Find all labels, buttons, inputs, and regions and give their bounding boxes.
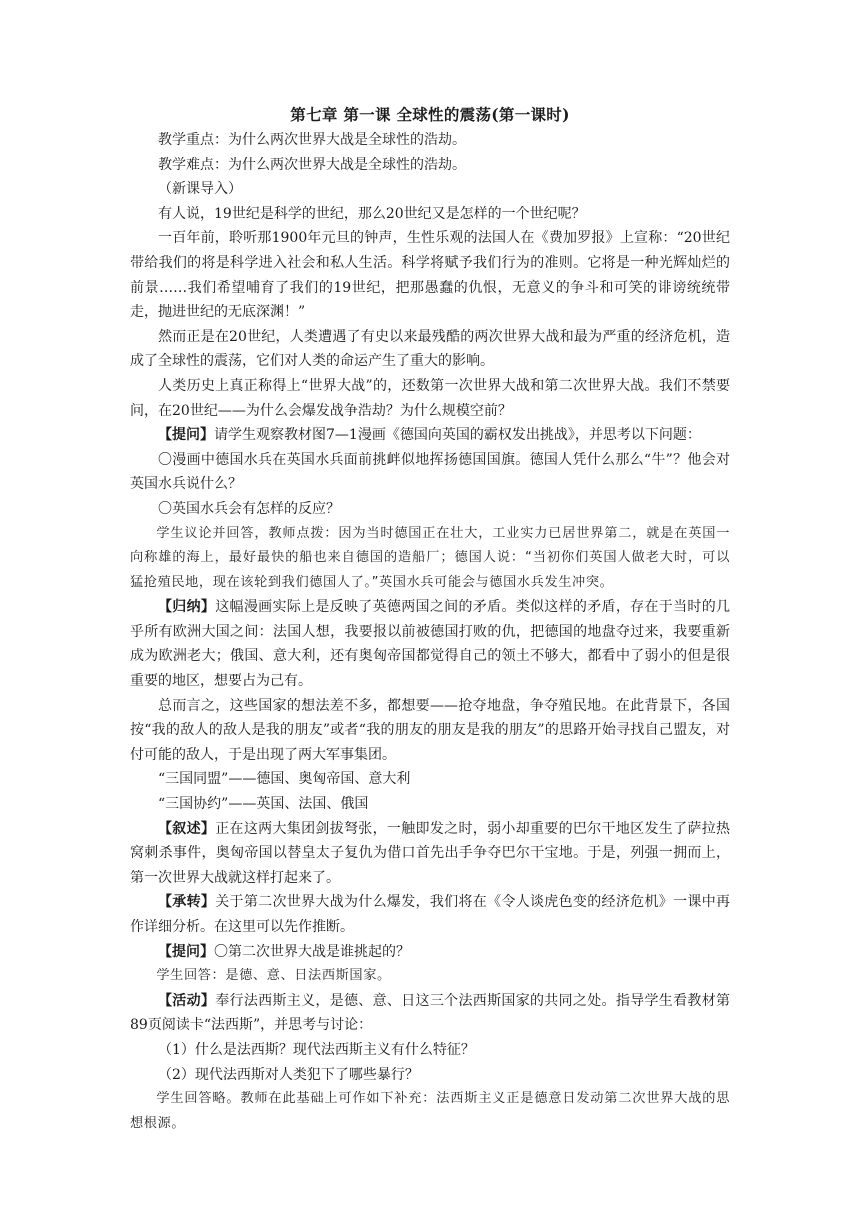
intro-label: （新课导入） (158, 181, 242, 198)
question-1-item-b: 〇英国水兵会有怎样的反应？ (158, 500, 340, 517)
teaching-difficulty: 教学难点：为什么两次世界大战是全球性的浩劫。 (158, 156, 466, 173)
question-2-paragraph (130, 940, 730, 965)
question-1-paragraph (130, 423, 730, 448)
narrate-tag: 【叙述】 (158, 820, 216, 837)
summary-text: 这幅漫画实际上是反映了英德两国之间的矛盾。类似这样的矛盾，存在于当时的几乎所有欧洲大国之间：法国人想，我要报以前被德国打败的仇，把德国的地盘夺过来，我要重新成为欧洲老大；俄国、意大利，还有奥匈帝国都觉得自己的领土不够大，都看中了弱小的但是很重要的地区，想要占为己有。 (130, 599, 731, 690)
activity-paragraph (130, 989, 730, 1038)
activity-question-2: （2）现代法西斯对人类犯下了哪些暴行？ (158, 1066, 419, 1083)
transition-text: 关于第二次世界大战为什么爆发，我们将在《令人谈虎色变的经济危机》一课中再作详细分析。在这里可以先作推断。 (130, 894, 731, 935)
student-answer-2: 学生回答：是德、意、日法西斯国家。 (156, 968, 391, 984)
student-answer-3: 学生回答略。教师在此基础上可作如下补充：法西斯主义正是德意日发动第二次世界大战的思想根源。 (130, 1091, 730, 1131)
question-2-text: 〇第二次世界大战是谁挑起的？ (214, 943, 410, 960)
narrate-paragraph (130, 817, 730, 891)
activity-tag: 【活动】 (158, 992, 216, 1009)
intro-paragraph-1: 有人说，19世纪是科学的世纪，那么20世纪又是怎样的一个世纪呢？ (158, 205, 586, 222)
intro-paragraph-4: 人类历史上真正称得上“世界大战”的，还数第一次世界大战和第二次世界大战。我们不禁要问，在20世纪——为什么会爆发战争浩劫？为什么规模空前？ (130, 377, 730, 419)
intro-paragraph-2: 一百年前，聆听那1900年元旦的钟声，生性乐观的法国人在《费加罗报》上宣称：“20世纪带给我们的将是科学进入社会和私人生活。科学将赋予我们行为的准则。它将是一种光辉灿烂的前景……我们希望哺育了我们的19世纪，把那愚蠢的仇恨，无意义的争斗和可笑的诽谤统统带走，抛进世纪的无底深渊！” (130, 230, 730, 321)
activity-question-1: （1）什么是法西斯？现代法西斯主义有什么特征？ (158, 1041, 475, 1058)
teaching-key-point: 教学重点：为什么两次世界大战是全球性的浩劫。 (158, 132, 466, 148)
student-answer-1: 学生议论并回答，教师点拨：因为当时德国正在壮大，工业实力已居世界第二，就是在英国一向称雄的海上，最好最快的船也来自德国的造船厂；德国人说：“当初你们英国人做老大时，可以猛抢殖民地，现在该轮到我们德国人了。”英国水兵可能会与德国水兵发生冲突。 (130, 525, 730, 590)
transition-paragraph (130, 890, 730, 939)
document-page (130, 104, 730, 1136)
question-1-item-a: 〇漫画中德国水兵在英国水兵面前挑衅似地挥扬德国国旗。德国人凭什么那么“牛”？他会对英国水兵说什么？ (130, 451, 730, 493)
intro-paragraph-3: 然而正是在20世纪，人类遭遇了有史以来最残酷的两次世界大战和最为严重的经济危机，造成了全球性的震荡，它们对人类的命运产生了重大的影响。 (130, 328, 730, 370)
question-tag: 【提问】 (158, 427, 214, 444)
summary-tag: 【归纳】 (158, 599, 216, 616)
activity-text: 奉行法西斯主义，是德、意、日这三个法西斯国家的共同之处。指导学生看教材第89页阅读卡“法西斯”，并思考与讨论： (130, 992, 731, 1034)
question-1-text: 请学生观察教材图7—1漫画《德国向英国的霸权发出挑战》，并思考以下问题： (214, 427, 701, 444)
transition-tag: 【承转】 (158, 894, 216, 911)
narrate-text: 正在这两大集团剑拔弩张，一触即发之时，弱小却重要的巴尔干地区发生了萨拉热窝刺杀事件，奥匈帝国以替皇太子复仇为借口首先出手争夺巴尔干宝地。于是，列强一拥而上，第一次世界大战就这样打起来了。 (130, 820, 731, 886)
summary-paragraph (130, 595, 730, 693)
question-tag-2: 【提问】 (158, 943, 214, 960)
page-title: 第七章 第一课 全球性的震荡(第一课时) (290, 105, 570, 124)
alliance-triple-entente: “三国协约”——英国、法国、俄国 (158, 796, 369, 813)
conclusion-paragraph: 总而言之，这些国家的想法差不多，都想要——抢夺地盘，争夺殖民地。在此背景下，各国按“我的敌人的敌人是我的朋友”或者“我的朋友的朋友是我的朋友”的思路开始寻找自己盟友，对付可能的敌人，于是出现了两大军事集团。 (130, 697, 730, 763)
alliance-triple-alliance: “三国同盟”——德国、奥匈帝国、意大利 (158, 771, 411, 788)
